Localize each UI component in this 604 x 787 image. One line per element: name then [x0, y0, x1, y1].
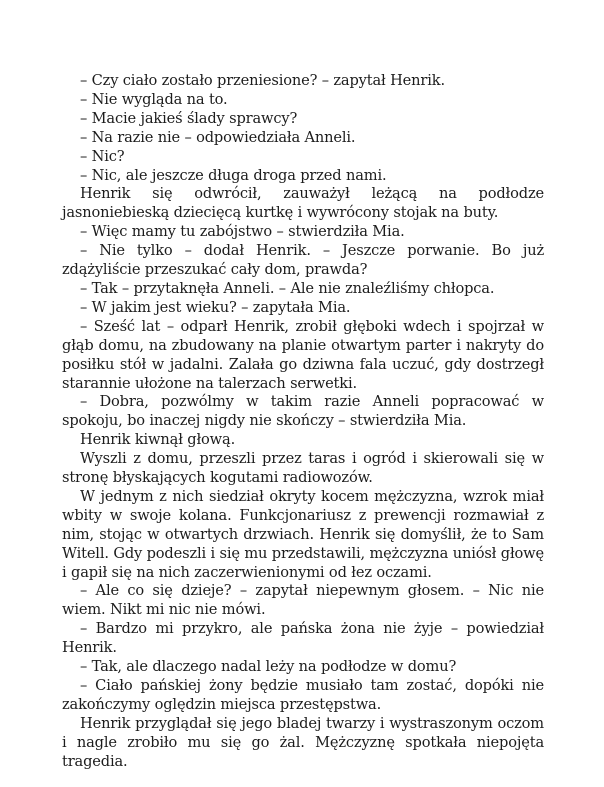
paragraph: – Na razie nie – odpowiedziała Anneli. [80, 128, 356, 146]
paragraph: – Nic? [80, 147, 125, 165]
paragraph: – Ale co się dzieje? – zapytał niepewnym głosem. – Nic nie wiem. Nikt mi nic nie mówi. [62, 582, 544, 619]
paragraph: – Macie jakieś ślady sprawcy? [80, 109, 298, 127]
paragraph: Henrik kiwnął głową. [80, 431, 236, 449]
paragraph: – Czy ciało zostało przeniesione? – zapytał Henrik. [80, 72, 445, 89]
paragraph: – W jakim jest wieku? – zapytała Mia. [80, 298, 351, 316]
paragraph: Henrik się odwrócił, zauważył leżącą na podłodze jasnoniebieską dziecięcą kurtkę i wywrócony stojak na buty. [62, 185, 544, 222]
paragraph: – Więc mamy tu zabójstwo – stwierdziła Mia. [80, 223, 405, 241]
paragraph: – Tak, ale dlaczego nadal leży na podłodze w domu? [80, 658, 457, 676]
book-page [62, 72, 544, 772]
paragraph: – Nic, ale jeszcze długa droga przed nami. [80, 166, 387, 184]
paragraph: – Dobra, pozwólmy w takim razie Anneli popracować w spokoju, bo inaczej nigdy nie skończy – stwierdziła Mia. [62, 393, 544, 430]
paragraph: – Bardzo mi przykro, ale pańska żona nie żyje – powiedział Henrik. [62, 620, 544, 657]
paragraph: – Nie wygląda na to. [80, 90, 228, 108]
paragraph: W jednym z nich siedział okryty kocem mężczyzna, wzrok miał wbity w swoje kolana. Funkcjonariusz z prewencji rozmawiał z nim, stojąc w otwartych drzwiach. Henrik się domyślił, że to Sam Witell. Gdy podeszli i się mu przedstawili, mężczyzna uniósł głowę i gapił się na nich zaczerwienionymi od łez oczami. [62, 487, 544, 581]
paragraph: Henrik przyglądał się jego bladej twarzy i wystraszonym oczom i nagle zrobiło mu się go żal. Mężczyznę spotkała niepojęta tragedia. [62, 714, 544, 770]
paragraph: – Tak – przytaknęła Anneli. – Ale nie znaleźliśmy chłopca. [80, 279, 495, 297]
paragraph: – Sześć lat – odparł Henrik, zrobił głęboki wdech i spojrzał w głąb domu, na zbudowany na planie otwartym parter i nakryty do posiłku stół w jadalni. Zalała go dziwna fala uczuć, gdy dostrzegł starannie ułożone na talerzach serwetki. [62, 317, 544, 392]
paragraph: – Ciało pańskiej żony będzie musiało tam zostać, dopóki nie zakończymy oględzin miejsca przestępstwa. [62, 677, 544, 713]
paragraph: Wyszli z domu, przeszli przez taras i ogród i skierowali się w stronę błyskających kogutami radiowozów. [62, 450, 544, 487]
paragraph: – Nie tylko – dodał Henrik. – Jeszcze porwanie. Bo już zdążyliście przeszukać cały dom, prawda? [62, 242, 544, 279]
